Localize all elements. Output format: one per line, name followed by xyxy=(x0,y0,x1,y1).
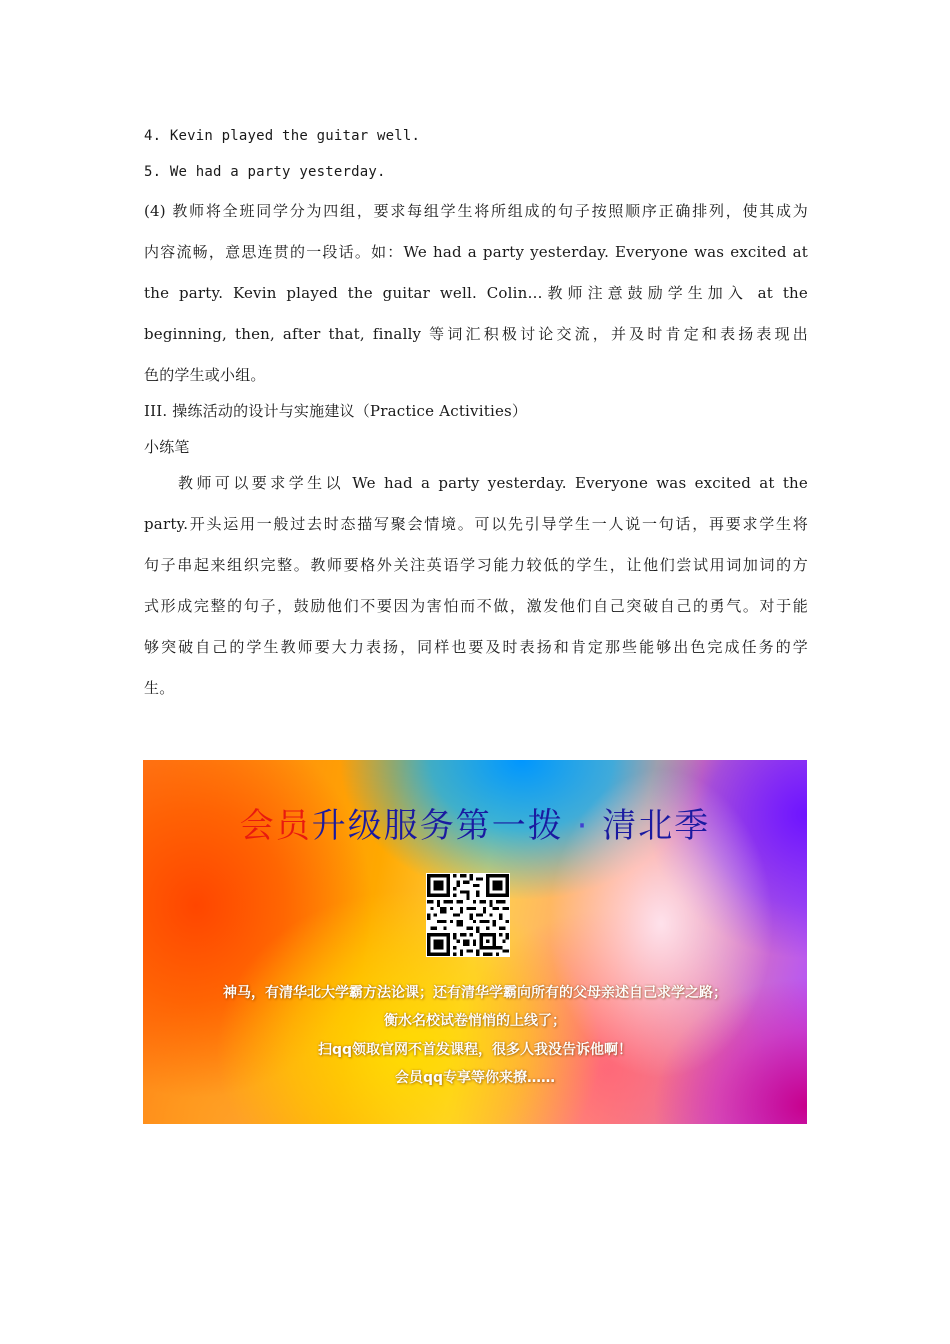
banner-text-line: 神马，有清华北大学霸方法论课；还有清华学霸向所有的父母亲述自己求学之路； xyxy=(223,985,727,1001)
paragraph-line: 式形成完整的句子，鼓励他们不要因为害怕而不做，激发他们自己突破自己的勇气。对于能 xyxy=(144,597,808,615)
banner-title-end: 清北季 xyxy=(602,806,711,846)
banner-text-line: 扫qq领取官网不首发课程，很多人我没告诉他啊！ xyxy=(317,1042,633,1058)
paragraph-line: the party. Kevin played the guitar well. Colin…教师注意鼓励学生加入 at the xyxy=(144,284,808,302)
banner-title xyxy=(143,798,807,847)
banner-text-line: 会员qq专享等你来撩…… xyxy=(394,1070,556,1086)
paragraph-line: beginning, then, after that, finally 等词汇积极讨论交流，并及时肯定和表扬表现出 xyxy=(144,325,808,343)
banner-title-dot: · xyxy=(563,806,603,846)
paragraph-line: 教师可以要求学生以 We had a party yesterday. Everyone was excited at the xyxy=(178,474,808,492)
paragraph-line: 生。 xyxy=(144,679,175,697)
banner-title-red: 会员 xyxy=(239,806,312,846)
list-item-5: 5. We had a party yesterday. xyxy=(144,164,386,180)
promo-banner xyxy=(143,760,807,1124)
banner-title-mid: 升级服务第一拨 xyxy=(311,806,564,846)
paragraph-line: 句子串起来组织完整。教师要格外关注英语学习能力较低的学生，让他们尝试用词加词的方 xyxy=(144,556,808,574)
qr-code-icon xyxy=(426,873,510,957)
paragraph-line: party.开头运用一般过去时态描写聚会情境。可以先引导学生一人说一句话，再要求学生将 xyxy=(144,515,808,533)
list-item-4: 4. Kevin played the guitar well. xyxy=(144,128,421,144)
paragraph-line: 内容流畅，意思连贯的一段话。如：We had a party yesterday. Everyone was excited at xyxy=(144,243,808,261)
section-heading: III. 操练活动的设计与实施建议（Practice Activities） xyxy=(144,402,528,420)
paragraph-line: 色的学生或小组。 xyxy=(144,366,266,384)
paragraph-line: (4) 教师将全班同学分为四组，要求每组学生将所组成的句子按照顺序正确排列，使其成为 xyxy=(144,202,808,220)
banner-text-line: 衡水名校试卷悄悄的上线了； xyxy=(384,1013,566,1029)
subsection-heading: 小练笔 xyxy=(144,438,190,456)
paragraph-line: 够突破自己的学生教师要大力表扬，同样也要及时表扬和肯定那些能够出色完成任务的学 xyxy=(144,638,808,656)
